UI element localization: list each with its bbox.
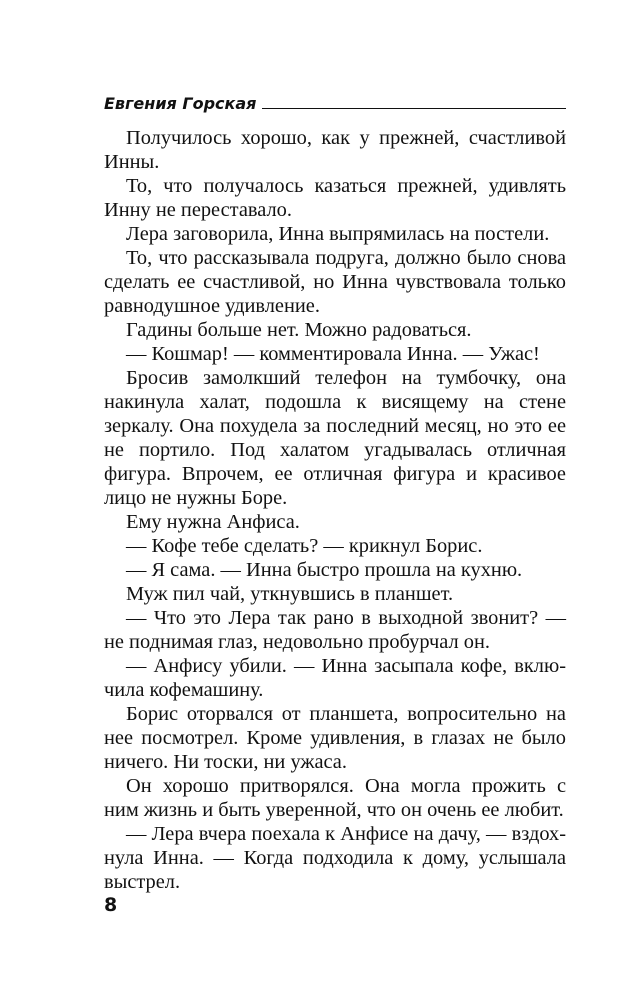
- paragraph: Ему нужна Анфиса.: [126, 511, 300, 533]
- paragraph: — Что это Лера так рано в выходной звонит? — не поднимая глаз, недовольно пробурчал он.: [104, 607, 566, 653]
- paragraph: — Я сама. — Инна быстро прошла на кухню.: [126, 559, 523, 581]
- paragraph: То, что получалось казаться прежней, удивлять Инну не переставало.: [104, 175, 566, 221]
- running-header: [104, 86, 566, 112]
- paragraph: Муж пил чай, уткнувшись в планшет.: [126, 583, 454, 605]
- paragraph: Получилось хорошо, как у прежней, счастливой Инны.: [104, 127, 566, 173]
- paragraph: Гадины больше нет. Можно радоваться.: [126, 319, 472, 341]
- paragraph: То, что рассказывала подруга, должно было снова сделать ее счастливой, но Инна чувствовала только равнодушное удивление.: [104, 247, 566, 317]
- page-number: 8: [104, 894, 118, 916]
- paragraph: — Кошмар! — комментировала Инна. — Ужас!: [126, 343, 540, 365]
- paragraph: — Кофе тебе сделать? — крикнул Борис.: [126, 535, 483, 557]
- paragraph: — Лера вчера поехала к Анфисе на дачу, — вздохнула Инна. — Когда подходила к дому, услышала выстрел.: [104, 823, 566, 893]
- paragraph: — Анфису убили. — Инна засыпала кофе, включила кофемашину.: [104, 655, 566, 701]
- paragraph: Он хорошо притворялся. Она могла прожить с ним жизнь и быть уверенной, что он очень ее любит.: [104, 775, 566, 821]
- body-text: [104, 126, 566, 894]
- paragraph: Лера заговорила, Инна выпрямилась на постели.: [126, 223, 550, 245]
- author-name: Евгения Горская: [104, 94, 257, 113]
- header-rule: [262, 108, 566, 109]
- paragraph: Борис оторвался от планшета, вопросительно на нее посмотрел. Кроме удивления, в глазах не было ничего. Ни тоски, ни ужаса.: [104, 703, 566, 773]
- paragraph: Бросив замолкший телефон на тумбочку, она накинула халат, подошла к висящему на стене зеркалу. Она похудела за последний месяц, но это ее не портило. Под халатом угадывалась отличная фигура. Впрочем, ее отличная фигура и красивое лицо не нужны Боре.: [104, 367, 566, 509]
